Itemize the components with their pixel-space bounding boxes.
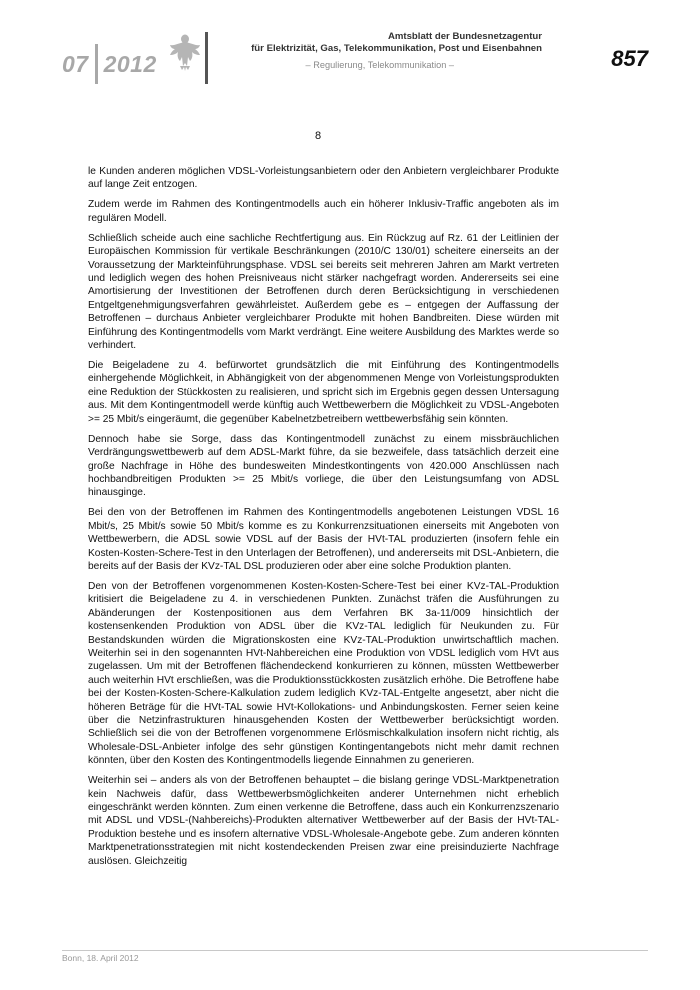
agency-title [212, 31, 542, 55]
paragraph: Die Beigeladene zu 4. befürwortet grundsätzlich die mit Einführung des Kontingentmodells einhergehende Möglichkeit, in Abhängigkeit von der abgenommenen Menge von Vorleistungsprodukten eine Reduktion der Stückkosten zu realisieren, und spricht sich im Ergebnis gegen dessen Untersagung aus. Mit dem Kontingentmodell werde künftig auch Wettbewerbern die Möglichkeit zu VDSL-Angeboten >= 25 Mbit/s eingeräumt, die gegenüber Kabelnetzbetreibern wettbewerbsfähig sein könnten. [88, 360, 559, 425]
agency-line-1: Amtsblatt der Bundesnetzagentur [387, 31, 542, 42]
paragraph: Zudem werde im Rahmen des Kontingentmodells auch ein höherer Inklusiv-Traffic angeboten als im regulären Modell. [88, 199, 559, 224]
agency-line-2: für Elektrizität, Gas, Telekommunikation, Post und Eisenbahnen [251, 43, 542, 54]
paragraph: Weiterhin sei – anders als von der Betroffenen behauptet – die bislang geringe VDSL-Marktpenetration kein Nachweis dafür, dass Wettbewerbsmöglichkeiten anderer Unternehmen nicht erheblich eingeschränkt werden könnten. Zum einen verkenne die Betroffene, dass auch ein Konkurrenzszenario mit ADSL und VDSL-(Nahbereichs)-Produkten alternativer Wettbewerber auf der Basis der HVt-TAL-Produktion bestehe und es insofern alternative VDSL-Wholesale-Angebote gebe. Zum anderen könnten Marktpenetrationsstrategien mit nicht kostendeckenden Preisen zwar eine preisinduzierte Nachfrage auslösen. Gleichzeitig [88, 775, 559, 867]
gazette-header [0, 0, 700, 90]
federal-eagle-icon [168, 30, 202, 72]
paragraph: Dennoch habe sie Sorge, dass das Kontingentmodell zunächst zu einem missbräuchlichen Verdrängungswettbewerb auf dem ADSL-Markt führe, da sie bezweifele, dass tatsächlich derzeit eine große Nachfrage in Höhe des bundesweiten Mindestkontingents von 420.000 Anschlüssen nach hochbandbreitigen Produkten >= 25 Mbit/s vorliege, die über den Leistungsumfang von ADSL hinausginge. [88, 433, 559, 499]
issue-number [62, 44, 157, 84]
paragraph: le Kunden anderen möglichen VDSL-Vorleistungsanbietern oder den Anbietern vergleichbarer Produkte auf lange Zeit entzogen. [88, 166, 559, 191]
footer-place-date: Bonn, 18. April 2012 [62, 953, 139, 963]
division-label: – Regulierung, Telekommunikation – [305, 60, 454, 70]
paragraph: Den von der Betroffenen vorgenommenen Kosten-Kosten-Schere-Test bei einer KVz-TAL-Produktion kritisiert die Beigeladene zu 4. in verschiedenen Punkten. Zunächst träfen die Ausführungen zu Abänderungen der Kostenpositionen aus dem Verfahren BK 3a-11/009 hinsichtlich der kostensenkenden Produktion von ADSL über die KVz-TAL lediglich für Neukunden zu. Für Bestandskunden würden die Migrationskosten eine KVz-TAL-Produktion unwirtschaftlich machen. Weiterhin sei in den sogenannten HVt-Nahbereichen eine Produktion von VDSL lediglich vom HVt aus zugelassen. Um mit der Betroffenen flächendeckend konkurrieren zu können, müssten Wettbewerber auch weiterhin HVt erschließen, was die Produktionsstückkosten zusätzlich erhöhe. Die Betroffene habe bei der Kosten-Kosten-Schere-Kalkulation zudem lediglich KVz-TAL-Entgelte angesetzt, aber nicht die höheren Beträge für die HVt-TAL sowie HVt-Kollokations- und Anbindungskosten. Ferner seien keine über die Netzinfrastrukturen hinausgehenden Kosten der Wettbewerber berücksichtigt worden. Schließlich sei die von der Betroffenen vorgenommene Erlösmischkalkulation insofern nicht richtig, als Wholesale-DSL-Anbieter infolge des sehr günstigen Kontingentangebots nicht mehr damit rechnen könnten, über den Kosten des Kontingentmodells liegende Einnahmen zu generieren. [88, 580, 559, 767]
issue-year: 2012 [103, 51, 157, 77]
paragraph: Bei den von der Betroffenen im Rahmen des Kontingentmodells angebotenen Leistungen VDSL 16 Mbit/s, 25 Mbit/s sowie 50 Mbit/s komme es zu Konkurrenzsituationen einerseits mit Angeboten von Wettbewerbern, die ADSL sowie VDSL auf der Basis der HVt-TAL produzierten (insofern fehle ein Kosten-Kosten-Schere-Test in den Unterlagen der Betroffenen), und andererseits mit DSL-Anbietern, die bereits auf der Basis der KVz-TAL DSL produzieren oder aber eine solche Produktion planten. [88, 507, 559, 572]
issue-month: 07 [62, 51, 89, 77]
gazette-page-number: 857 [611, 46, 648, 71]
footer-divider [62, 950, 648, 951]
paragraph: Schließlich scheide auch eine sachliche Rechtfertigung aus. Ein Rückzug auf Rz. 61 der Leitlinien der Europäischen Kommission für vertikale Beschränkungen (2010/C 130/01) scheitere einerseits an der Voraussetzung der Markteinführungsphase. VDSL sei bereits seit mehreren Jahren am Markt vertreten und lediglich wegen des hohen Preisniveaus nicht stärker nachgefragt worden. Andererseits sei eine Amortisierung der Investitionen der Betroffenen durch deren Berücksichtigung in verschiedenen Entgeltgenehmigungsverfahren gewährleistet. Außerdem gebe es – entgegen der Auffassung der Betroffenen – durchaus Anbieter vergleichbarer Produkte mit hohen Bandbreiten. Diese würden mit Einführung des Kontingentmodells vom Markt verdrängt. Eine weitere Ausbildung des Marktes werde so verhindert. [88, 232, 559, 352]
issue-separator [95, 44, 98, 84]
document-body [88, 165, 559, 875]
document-page-number: 8 [314, 130, 322, 142]
header-divider [205, 32, 208, 84]
